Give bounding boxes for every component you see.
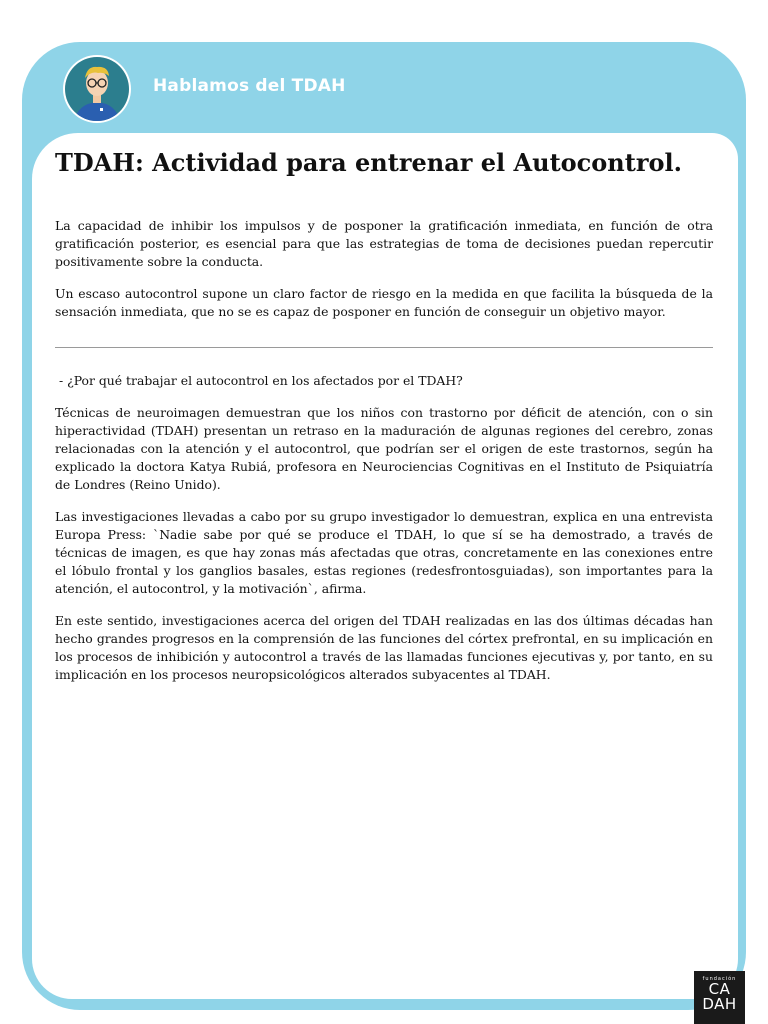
intro-paragraph-2: Un escaso autocontrol supone un claro factor de riesgo en la medida en que facilita la búsqueda de la sensación inmediata, que no se es capaz de posponer en función de conseguir un objetivo mayor. <box>55 286 713 319</box>
section-question: - ¿Por qué trabajar el autocontrol en los afectados por el TDAH? <box>55 373 463 388</box>
body-paragraph-1: Técnicas de neuroimagen demuestran que los niños con trastorno por déficit de atención, con o sin hiperactividad (TDAH) presentan un retraso en la maduración de algunas regiones del cerebro, zonas relacionadas con la atención y el autocontrol, que podrían ser el origen de este trastornos, según ha explicado la doctora Katya Rubiá, profesora en Neurociencias Cognitivas en el Instituto de Psiquiatría de Londres (Reino Unido). <box>55 405 713 492</box>
article <box>55 145 713 684</box>
logo-top-text: fundación <box>702 976 737 982</box>
fundacion-cadah-logo <box>694 971 745 1024</box>
logo-line-2: DAH <box>702 995 737 1013</box>
avatar-boy-glasses-icon <box>60 54 134 124</box>
header-title: Hablamos del TDAH <box>153 76 346 96</box>
body-paragraph-3: En este sentido, investigaciones acerca del origen del TDAH realizadas en las dos últimas décadas han hecho grandes progresos en la comprensión de las funciones del córtex prefrontal, en su implicación en los procesos de inhibición y autocontrol a través de las llamadas funciones ejecutivas y, por tanto, en su implicación en los procesos neuropsicológicos alterados subyacentes al TDAH. <box>55 613 713 682</box>
article-title: TDAH: Actividad para entrenar el Autocontrol. <box>55 148 682 177</box>
logo-line-1: CA <box>708 980 731 998</box>
section-divider <box>55 347 713 348</box>
intro-paragraph-1: La capacidad de inhibir los impulsos y de posponer la gratificación inmediata, en función de otra gratificación posterior, es esencial para que las estrategias de toma de decisiones puedan repercutir positivamente sobre la conducta. <box>55 218 713 269</box>
body-paragraph-2: Las investigaciones llevadas a cabo por su grupo investigador lo demuestran, explica en una entrevista Europa Press: `Nadie sabe por qué se produce el TDAH, lo que sí se ha demostrado, a través de técnicas de imagen, es que hay zonas más afectadas que otras, concretamente en las conexiones entre el lóbulo frontal y los ganglios basales, estas regiones (redesfrontosguiadas), son importantes para la atención, el autocontrol, y la motivación`, afirma. <box>55 509 713 596</box>
